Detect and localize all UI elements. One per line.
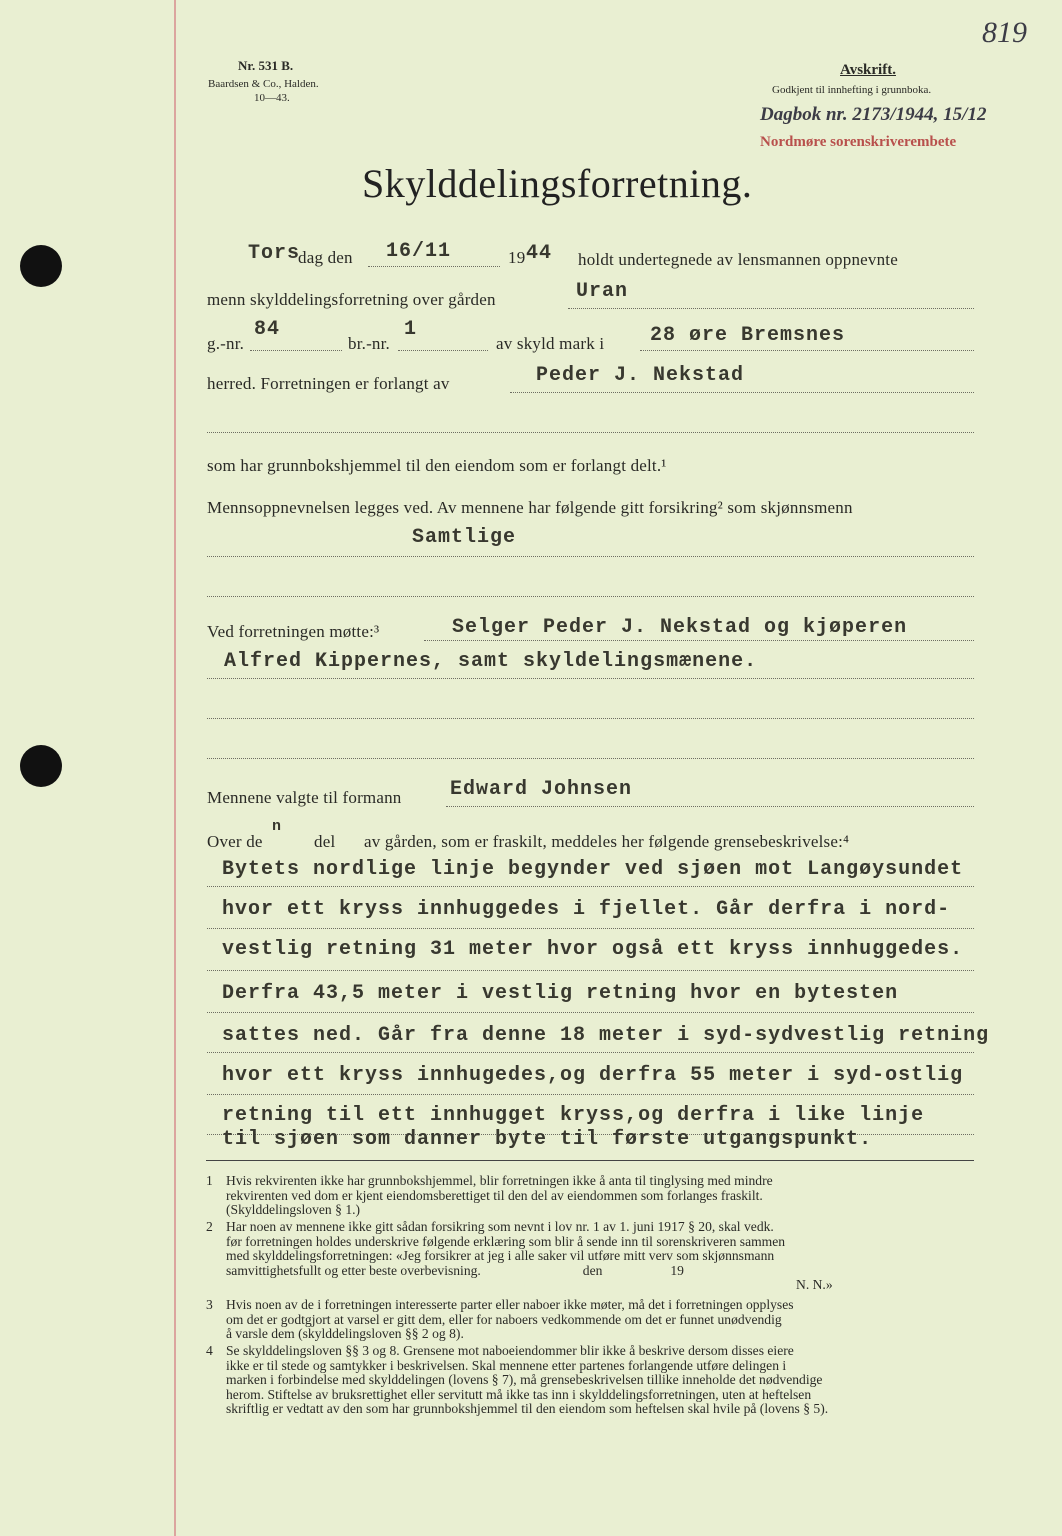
footnote-number: 2 [206,1219,213,1234]
dagbok-stamp: Dagbok nr. 2173/1944, 15/12 [760,104,987,125]
footnote-3 [206,1298,794,1342]
print-date: 10—43. [254,92,290,104]
punch-hole-bottom [20,745,62,787]
description-line: retning til ett innhugget kryss,og derfra i like linje [222,1104,925,1127]
farm-name: Uran [576,280,629,303]
margin-line [174,0,176,1536]
forsikring-rule [207,556,974,557]
gnr-value: 84 [254,318,281,341]
page-title: Skylddelingsforretning. [362,161,753,206]
mote-rule-2 [207,678,974,679]
footnote-text: Se skylddelingsloven §§ 3 og 8. Grensene mot naboeiendommer blir ikke å beskrive dersom disses eiere [226,1343,794,1358]
blank-rule-2 [207,596,974,597]
mote-rule-3 [207,718,974,719]
desc-rule-1 [207,886,974,887]
mote-rule-1 [424,640,974,641]
footnote-text: før forretningen holdes underskrive følgende erklæring som blir å sende inn til sorenskriveren sammen [226,1233,786,1249]
over-superscript: n [272,818,283,835]
footnote-number: 3 [206,1297,213,1312]
year-suffix: 44 [526,242,553,265]
day-suffix-label: dag den [298,248,353,267]
mote-line-2: Alfred Kippernes, samt skyldelingsmænene. [224,650,758,673]
footnote-text: rekvirenten ved dom er kjent eiendomsberettiget til den del av eiendommen som forlanges fraskilt. [226,1187,763,1203]
blank-rule-1 [207,432,974,433]
footnote-text: med skylddelingsforretningen: «Jeg forsikrer at jeg i alle saker vil utføre mitt verv som skjønnsmann [226,1248,775,1263]
description-line: hvor ett kryss innhuggedes i fjellet. Går derfra i nord- [222,898,951,921]
date-rule [368,266,500,267]
skyld-label: av skyld mark i [496,334,605,353]
description-line: Derfra 43,5 meter i vestlig retning hvor en bytesten [222,982,899,1005]
footnote-text: ikke er til stede og samtykker i beskrivelsen. Skal mennene etter partenes forlangende utføre delingen i [226,1357,787,1373]
desc-rule-5 [207,1052,974,1053]
year-prefix: 19 [508,248,526,267]
footnote-text: (Skylddelingsloven § 1.) [226,1202,361,1217]
mote-label: Ved forretningen møtte:³ [207,622,380,641]
description-line: til sjøen som danner byte til første utgangspunkt. [222,1128,873,1151]
approval-text: Godkjent til innhefting i grunnboka. [772,84,932,96]
formann-label: Mennene valgte til formann [207,788,402,807]
over-label: Over de [207,832,263,851]
footnote-text: Har noen av mennene ikke gitt sådan forsikring som nevnt i lov nr. 1 av 1. juni 1917 § 20, skal vedk. [226,1219,774,1234]
mote-rule-4 [207,758,974,759]
over-rest: av gården, som er fraskilt, meddeles her følgende grensebeskrivelse:⁴ [364,832,850,851]
desc-rule-6 [207,1094,974,1095]
punch-hole-top [20,245,62,287]
desc-rule-4 [207,1012,974,1013]
formann-rule [446,806,974,807]
page-number: 819 [982,16,1027,49]
footnote-4 [206,1344,828,1417]
farm-rule [568,308,974,309]
gnr-label: g.-nr. [207,334,245,353]
over-del: del [314,832,336,851]
formann-name: Edward Johnsen [450,778,633,801]
bnr-label: br.-nr. [348,334,391,353]
mote-line-1: Selger Peder J. Nekstad og kjøperen [452,616,908,639]
requester-rule [510,392,974,393]
footnote-text: samvittighetsfullt og etter beste overbevisning. den 19 [226,1262,684,1278]
copy-label: Avskrift. [840,62,896,78]
date-value: 16/11 [386,240,452,263]
footnote-number: 4 [206,1343,213,1358]
skyld-rule [640,350,974,351]
bnr-rule [398,350,488,351]
footnote-separator [206,1160,974,1161]
skyld-value: 28 øre Bremsnes [650,324,846,347]
footnote-text: herom. Stiftelse av bruksrettighet eller servitutt må ikke tas inn i skylddelingsforretningen, uten at heftelsen [226,1386,812,1402]
footnote-2 [206,1220,833,1293]
oppnevnelse-text: Mennsoppnevnelsen legges ved. Av mennene har følgende gitt forsikring² som skjønnsmenn [207,498,853,517]
day-prefix: Tors [248,242,301,265]
printer-name: Baardsen & Co., Halden. [208,78,319,90]
office-stamp: Nordmøre sorenskriverembete [760,134,957,150]
desc-rule-2 [207,928,974,929]
footnote-text: marken i forbindelse med skylddelingen (lovens § 7), må grensebeskrivelsen tillike inneholde det nødvendige [226,1372,823,1387]
desc-rule-3 [207,970,974,971]
description-line: hvor ett kryss innhugedes,og derfra 55 meter i syd-ostlig [222,1064,964,1087]
footnote-text: om det er godtgjort at varsel er gitt dem, eller for naboers vedkommende om det er funnet unødvendig [226,1311,782,1327]
intro-text: holdt undertegnede av lensmannen oppnevnte [578,250,898,269]
footnote-text: skriftlig er vedtatt av den som har grunnbokshjemmel til den eiendom som heftelsen skal hvile på (lovens § 5). [226,1401,829,1416]
farm-label: menn skylddelingsforretning over gården [207,290,496,309]
footnote-text: Hvis rekvirenten ikke har grunnbokshjemmel, blir forretningen ikke å anta til tinglysing med mindre [226,1173,773,1188]
footnote-text: å varsle dem (skylddelingsloven §§ 2 og 8). [226,1326,464,1341]
description-line: vestlig retning 31 meter hvor også ett kryss innhuggedes. [222,938,964,961]
gnr-rule [250,350,342,351]
form-number: Nr. 531 B. [238,58,294,73]
requester-name: Peder J. Nekstad [536,364,745,387]
description-line: sattes ned. Går fra denne 18 meter i syd-sydvestlig retning [222,1024,990,1047]
footnote-1 [206,1174,773,1218]
footnote-text: Hvis noen av de i forretningen interesserte parter eller naboer ikke møter, må det i forretningen opplyses [226,1297,794,1312]
description-line: Bytets nordlige linje begynder ved sjøen mot Langøysundet [222,858,964,881]
hjemmel-text: som har grunnbokshjemmel til den eiendom som er forlangt delt.¹ [207,456,667,475]
herred-label: herred. Forretningen er forlangt av [207,374,450,393]
footnote-signature: N. N.» [796,1277,833,1292]
forsikring-value: Samtlige [412,526,517,549]
footnote-number: 1 [206,1173,213,1188]
bnr-value: 1 [404,318,418,341]
